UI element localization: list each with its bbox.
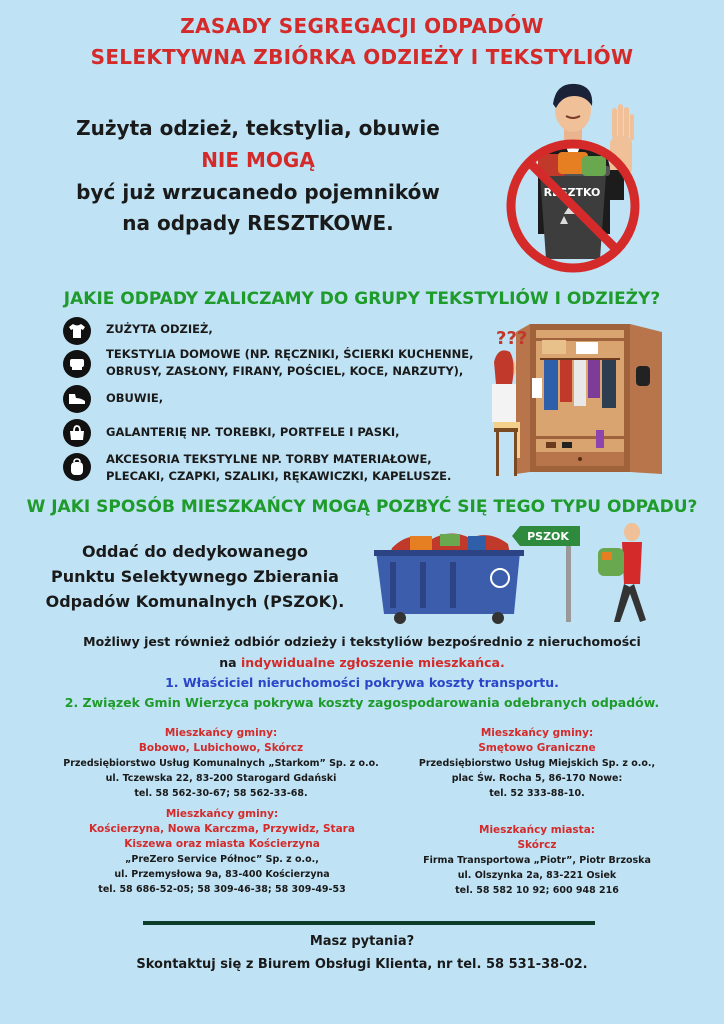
intro-line1: Zużyta odzież, tekstylia, obuwie [76, 116, 440, 140]
wardrobe-illustration [486, 318, 668, 486]
footer-divider [143, 921, 595, 925]
category-item-home-textiles [106, 346, 486, 380]
contact-company: „PreZero Service Północ” Sp. z o.o., [125, 854, 319, 865]
pszok-line2: Punktu Selektywnego Zbierania [51, 567, 339, 586]
backpack-icon [63, 453, 91, 481]
contact-area: Bobowo, Lubichowo, Skórcz [138, 742, 304, 754]
contact-block-piotr [372, 823, 702, 898]
contact-phone: tel. 52 333-88-10. [489, 788, 585, 799]
shoe-icon [63, 385, 91, 413]
category-item-clothing [106, 321, 486, 338]
contact-area-line2: Kiszewa oraz miasta Kościerzyna [124, 838, 320, 850]
intro-line4: na odpady RESZTKOWE. [122, 211, 394, 235]
contact-address: ul. Przemysłowa 9a, 83-400 Kościerzyna [114, 869, 330, 880]
contact-block-pum-nowe [372, 726, 702, 801]
category-textile-accessories-line2: PLECAKI, CZAPKI, SZALIKI, RĘKAWICZKI, KAPELUSZE. [106, 469, 452, 483]
contact-address: ul. Tczewska 22, 83-200 Starogard Gdański [105, 773, 337, 784]
question-how-to-dispose: W JAKI SPOSÓB MIESZKAŃCY MOGĄ POZBYĆ SIĘ TEGO TYPU ODPADU? [26, 497, 698, 517]
category-item-accessories [106, 424, 486, 441]
intro-line2: NIE MOGĄ [201, 148, 315, 172]
pickup-line2 [0, 655, 724, 670]
category-item-textile-accessories [106, 451, 486, 485]
contact-block-prezero [42, 807, 402, 897]
question-which-textiles: JAKIE ODPADY ZALICZAMY DO GRUPY TEKSTYLIÓW I ODZIEŻY? [63, 289, 661, 309]
contact-heading: Mieszkańcy gminy: [164, 727, 278, 739]
handbag-icon [63, 419, 91, 447]
category-clothing-text: ZUŻYTA ODZIEŻ, [106, 322, 213, 336]
pszok-line1: Oddać do dedykowanego [81, 542, 309, 561]
pszok-description [30, 539, 360, 614]
contact-company: Przedsiębiorstwo Usług Miejskich Sp. z o.o., [418, 758, 656, 769]
contact-phone: tel. 58 686-52-05; 58 309-46-38; 58 309-49-53 [98, 884, 346, 895]
category-textile-accessories-line1: AKCESORIA TEKSTYLNE NP. TORBY MATERIAŁOWE, [106, 452, 432, 466]
intro-line3: być już wrzucanedo pojemników [76, 180, 440, 204]
contact-block-starkom [56, 726, 386, 801]
bin-label: RESZTKO [543, 186, 601, 199]
pickup-point2: 2. Związek Gmin Wierzyca pokrywa koszty zagospodarowania odebranych odpadów. [64, 695, 660, 710]
towel-icon [63, 350, 91, 378]
contact-heading: Mieszkańcy miasta: [479, 824, 595, 836]
category-home-textiles-line1: TEKSTYLIA DOMOWE (NP. RĘCZNIKI, ŚCIERKI KUCHENNE, [106, 347, 474, 361]
contact-heading: Mieszkańcy gminy: [165, 808, 279, 820]
contact-area: Smętowo Graniczne [478, 742, 596, 754]
no-textiles-in-bin-illustration [498, 74, 648, 274]
pickup-line2-highlight: indywidualne zgłoszenie mieszkańca. [240, 655, 505, 670]
contact-company: Przedsiębiorstwo Usług Komunalnych „Starkom” Sp. z o.o. [63, 758, 379, 769]
contact-area: Kościerzyna, Nowa Karczma, Przywidz, Stara [89, 823, 355, 835]
page-title-line2: SELEKTYWNA ZBIÓRKA ODZIEŻY I TEKSTYLIÓW [90, 45, 634, 69]
contact-area: Skórcz [517, 839, 557, 851]
container-pszok-illustration [370, 522, 650, 632]
contact-address: ul. Olszynka 2a, 83-221 Osiek [457, 870, 617, 881]
pszok-line3: Odpadów Komunalnych (PSZOK). [45, 592, 345, 611]
contact-address: plac Św. Rocha 5, 86-170 Nowe: [451, 773, 623, 784]
page-title-line1: ZASADY SEGREGACJI ODPADÓW [180, 14, 544, 38]
pickup-line2-prefix: na [219, 655, 241, 670]
category-home-textiles-line2: OBRUSY, ZASŁONY, FIRANY, POŚCIEL, KOCE, NARZUTY), [106, 364, 464, 378]
pickup-line1: Możliwy jest również odbiór odzieży i tekstyliów bezpośrednio z nieruchomości [83, 634, 641, 649]
footer-contact: Skontaktuj się z Biurem Obsługi Klienta, nr tel. 58 531-38-02. [136, 957, 588, 972]
contact-phone: tel. 58 562-30-67; 58 562-33-68. [134, 788, 308, 799]
tshirt-icon [63, 317, 91, 345]
category-shoes-text: OBUWIE, [106, 391, 164, 405]
pickup-point1: 1. Właściciel nieruchomości pokrywa koszty transportu. [165, 675, 559, 690]
question-marks: ??? [496, 328, 528, 349]
category-accessories-text: GALANTERIĘ NP. TOREBKI, PORTFELE I PASKI, [106, 425, 400, 439]
pszok-sign-label: PSZOK [527, 530, 569, 543]
contact-phone: tel. 58 582 10 92; 600 948 216 [455, 885, 619, 896]
contact-company: Firma Transportowa „Piotr”, Piotr Brzoska [423, 855, 651, 866]
category-item-shoes [106, 390, 486, 407]
footer-question: Masz pytania? [309, 934, 415, 949]
contact-heading: Mieszkańcy gminy: [480, 727, 594, 739]
